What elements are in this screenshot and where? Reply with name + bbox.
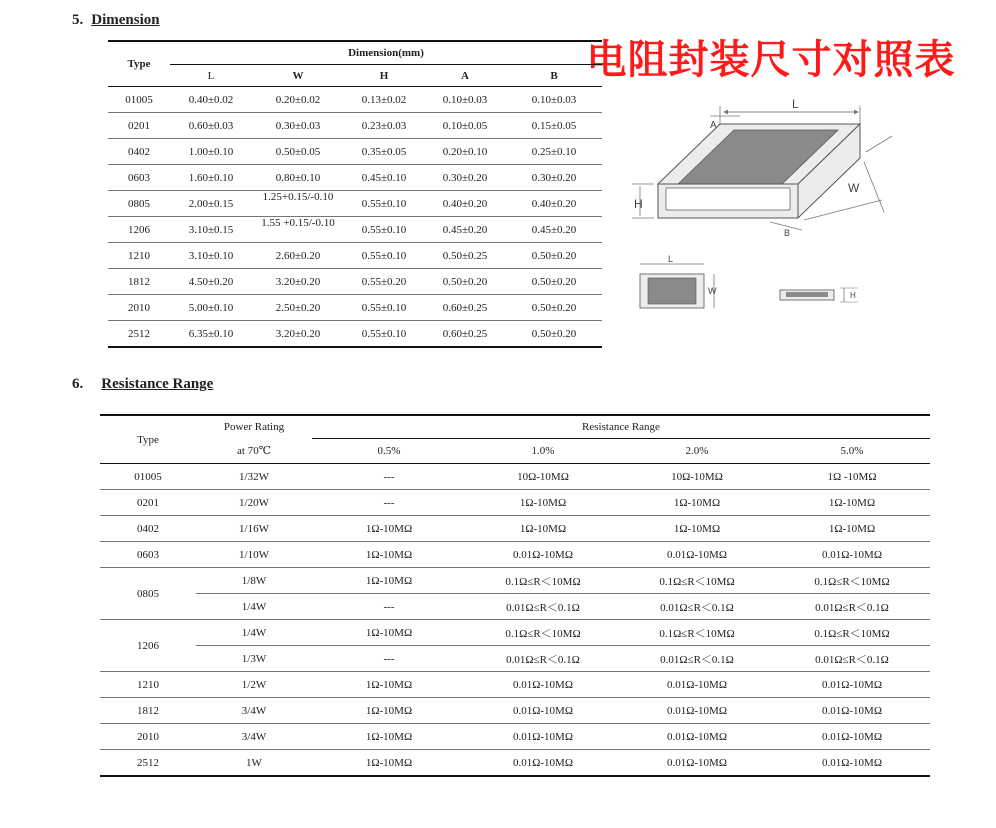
res-cell-r20: 0.01Ω-10MΩ [620,724,774,750]
res-cell-type: 1210 [100,672,196,698]
dim-cell-H: 0.13±0.02 [344,87,424,113]
res-cell-r50: 0.1Ω≤R＜10MΩ [774,568,930,594]
res-cell-r05: --- [312,594,466,620]
res-cell-r20: 0.01Ω≤R＜0.1Ω [620,594,774,620]
table-row [108,139,602,165]
res-cell-r50: 0.1Ω≤R＜10MΩ [774,620,930,646]
res-cell-type: 2512 [100,750,196,777]
dim-cell-A: 0.50±0.25 [424,243,506,269]
table-row [100,464,930,490]
dim-cell-B: 0.25±0.10 [506,139,602,165]
res-power-header-2: at 70℃ [237,445,271,458]
diagram-label-B: B [784,228,791,238]
table-row [100,568,930,594]
res-cell-r05: 1Ω-10MΩ [312,724,466,750]
res-cell-r05: --- [312,464,466,490]
dim-cell-A: 0.45±0.20 [424,217,506,243]
dim-cell-H: 0.55±0.10 [344,295,424,321]
res-cell-power: 1/10W [196,542,312,568]
dim-cell-W: 1.25+0.15/-0.10 [252,191,344,217]
res-cell-power: 3/4W [196,698,312,724]
res-cell-r50: 1Ω -10MΩ [774,464,930,490]
table-row [100,750,930,777]
table-row [108,269,602,295]
res-cell-r10: 10Ω-10MΩ [466,464,620,490]
dim-cell-type: 2010 [108,295,170,321]
dim-cell-A: 0.50±0.20 [424,269,506,295]
table-row [108,295,602,321]
dim-cell-L: 1.00±0.10 [170,139,252,165]
dim-cell-type: 0402 [108,139,170,165]
dim-cell-H: 0.35±0.05 [344,139,424,165]
dim-cell-A: 0.40±0.20 [424,191,506,217]
res-cell-r05: 1Ω-10MΩ [312,568,466,594]
dim-cell-H: 0.55±0.10 [344,243,424,269]
res-cell-r20: 1Ω-10MΩ [620,516,774,542]
svg-text:L: L [668,254,674,264]
section-6-title: Resistance Range [101,376,214,392]
section-6-number: 6. [72,376,84,392]
res-tol-20: 2.0% [685,445,709,457]
res-cell-power: 3/4W [196,724,312,750]
res-cell-r10: 0.01Ω-10MΩ [466,724,620,750]
dim-cell-L: 4.50±0.20 [170,269,252,295]
res-cell-type: 0603 [100,542,196,568]
table-row [108,113,602,139]
res-cell-r20: 0.01Ω-10MΩ [620,698,774,724]
section-6-heading [72,376,213,393]
dim-cell-H: 0.55±0.10 [344,321,424,348]
res-cell-r10: 0.01Ω-10MΩ [466,542,620,568]
dim-col-L: L [207,69,215,82]
dim-cell-L: 0.60±0.03 [170,113,252,139]
table-row [100,542,930,568]
res-cell-power: 1/8W [196,568,312,594]
dim-cell-B: 0.30±0.20 [506,165,602,191]
res-cell-r05: 1Ω-10MΩ [312,672,466,698]
table-row [100,724,930,750]
res-cell-power: 1W [196,750,312,777]
table-row [100,646,930,672]
dim-cell-A: 0.30±0.20 [424,165,506,191]
dim-cell-B: 0.15±0.05 [506,113,602,139]
res-cell-r20: 0.01Ω≤R＜0.1Ω [620,646,774,672]
dim-cell-A: 0.10±0.03 [424,87,506,113]
res-cell-r50: 1Ω-10MΩ [774,516,930,542]
res-cell-type: 0402 [100,516,196,542]
res-cell-r20: 0.01Ω-10MΩ [620,672,774,698]
section-5-title: Dimension [91,12,160,28]
res-type-header: Type [137,433,159,446]
res-cell-type: 2010 [100,724,196,750]
res-cell-r10: 0.01Ω≤R＜0.1Ω [466,594,620,620]
dim-col-W: W [292,69,304,82]
res-cell-r20: 0.1Ω≤R＜10MΩ [620,568,774,594]
dim-cell-W: 3.20±0.20 [252,269,344,295]
dim-cell-type: 1210 [108,243,170,269]
res-cell-r50: 0.01Ω-10MΩ [774,750,930,777]
table-row [108,217,602,243]
table-row [108,165,602,191]
dim-cell-H: 0.55±0.20 [344,269,424,295]
table-row [100,490,930,516]
res-cell-power: 1/3W [196,646,312,672]
res-cell-r50: 1Ω-10MΩ [774,490,930,516]
dim-cell-B: 0.45±0.20 [506,217,602,243]
dim-cell-L: 0.40±0.02 [170,87,252,113]
diagram-label-H: H [634,197,643,211]
res-cell-r20: 10Ω-10MΩ [620,464,774,490]
dim-cell-A: 0.60±0.25 [424,295,506,321]
dim-cell-W: 3.20±0.20 [252,321,344,348]
table-row [108,321,602,348]
res-cell-r50: 0.01Ω≤R＜0.1Ω [774,594,930,620]
section-5-heading [72,12,160,29]
dim-cell-L: 1.60±0.10 [170,165,252,191]
chip-top-view [640,254,717,308]
dim-cell-B: 0.10±0.03 [506,87,602,113]
dim-cell-type: 0603 [108,165,170,191]
dim-cell-H: 0.45±0.10 [344,165,424,191]
res-cell-r20: 0.01Ω-10MΩ [620,542,774,568]
table-row [108,191,602,217]
res-cell-r05: 1Ω-10MΩ [312,698,466,724]
res-cell-r10: 0.1Ω≤R＜10MΩ [466,568,620,594]
res-cell-r50: 0.01Ω-10MΩ [774,542,930,568]
res-cell-r50: 0.01Ω-10MΩ [774,724,930,750]
dim-cell-W: 0.30±0.03 [252,113,344,139]
dim-cell-H: 0.55±0.10 [344,191,424,217]
res-cell-type: 1812 [100,698,196,724]
dim-cell-W: 0.80±0.10 [252,165,344,191]
chinese-title-banner: 电阻封装尺寸对照表 [553,36,989,84]
diagram-label-A: A [710,120,717,131]
res-range-header: Resistance Range [312,416,930,439]
res-cell-r05: --- [312,490,466,516]
svg-text:W: W [708,286,717,296]
res-cell-r10: 1Ω-10MΩ [466,516,620,542]
dimension-table [108,40,602,348]
res-cell-power: 1/32W [196,464,312,490]
svg-text:H: H [850,291,856,300]
res-cell-r10: 1Ω-10MΩ [466,490,620,516]
res-cell-r05: 1Ω-10MΩ [312,750,466,777]
dim-cell-A: 0.60±0.25 [424,321,506,348]
chip-side-view [780,288,858,302]
dim-cell-type: 2512 [108,321,170,348]
res-power-header-1: Power Rating [223,421,285,434]
dim-cell-H: 0.23±0.03 [344,113,424,139]
res-tol-10: 1.0% [531,445,555,457]
res-cell-r10: 0.01Ω-10MΩ [466,750,620,777]
res-cell-type: 01005 [100,464,196,490]
dim-cell-B: 0.50±0.20 [506,269,602,295]
res-cell-power: 1/4W [196,620,312,646]
table-row [100,516,930,542]
res-cell-power: 1/16W [196,516,312,542]
dim-cell-L: 5.00±0.10 [170,295,252,321]
dim-cell-type: 0805 [108,191,170,217]
res-cell-power: 1/2W [196,672,312,698]
res-cell-r20: 0.1Ω≤R＜10MΩ [620,620,774,646]
dim-cell-W: 1.55 +0.15/-0.10 [252,217,344,243]
dim-cell-B: 0.50±0.20 [506,295,602,321]
res-cell-r05: --- [312,646,466,672]
dim-cell-W: 2.50±0.20 [252,295,344,321]
diagram-label-L: L [792,97,799,111]
table-row [100,594,930,620]
dim-cell-type: 1206 [108,217,170,243]
res-cell-r20: 1Ω-10MΩ [620,490,774,516]
diagram-label-W: W [848,181,860,195]
dim-col-A: A [461,69,469,82]
res-cell-r20: 0.01Ω-10MΩ [620,750,774,777]
res-tol-50: 5.0% [840,445,864,457]
res-cell-r05: 1Ω-10MΩ [312,620,466,646]
table-row [108,87,602,113]
chip-3d-view [632,97,892,238]
table-row [100,672,930,698]
dim-cell-type: 01005 [108,87,170,113]
res-cell-r05: 1Ω-10MΩ [312,516,466,542]
dim-cell-type: 1812 [108,269,170,295]
dim-cell-A: 0.20±0.10 [424,139,506,165]
res-cell-type: 0201 [100,490,196,516]
table-row [108,243,602,269]
dim-cell-L: 2.00±0.15 [170,191,252,217]
dim-cell-L: 3.10±0.15 [170,217,252,243]
dim-cell-B: 0.40±0.20 [506,191,602,217]
res-cell-r50: 0.01Ω-10MΩ [774,672,930,698]
table-row [100,698,930,724]
dim-cell-W: 0.50±0.05 [252,139,344,165]
dim-cell-W: 2.60±0.20 [252,243,344,269]
table-row [100,620,930,646]
dim-col-B: B [550,69,558,82]
res-cell-power: 1/4W [196,594,312,620]
res-cell-r50: 0.01Ω≤R＜0.1Ω [774,646,930,672]
res-cell-type: 1206 [100,620,196,672]
res-cell-r10: 0.1Ω≤R＜10MΩ [466,620,620,646]
resistance-range-table [100,414,930,777]
res-cell-r10: 0.01Ω≤R＜0.1Ω [466,646,620,672]
res-cell-r10: 0.01Ω-10MΩ [466,672,620,698]
res-tol-05: 0.5% [377,445,401,457]
dim-type-header: Type [127,58,151,70]
dim-cell-A: 0.10±0.05 [424,113,506,139]
res-cell-r50: 0.01Ω-10MΩ [774,698,930,724]
dim-cell-B: 0.50±0.20 [506,321,602,348]
section-5-number: 5. [72,12,84,28]
resistor-dimension-diagram [622,92,982,322]
dim-cell-W: 0.20±0.02 [252,87,344,113]
res-cell-r10: 0.01Ω-10MΩ [466,698,620,724]
dim-group-header: Dimension(mm) [170,42,602,65]
dim-cell-L: 3.10±0.10 [170,243,252,269]
res-cell-type: 0805 [100,568,196,620]
dim-col-H: H [379,69,389,82]
dim-cell-B: 0.50±0.20 [506,243,602,269]
dim-cell-L: 6.35±0.10 [170,321,252,348]
dim-cell-type: 0201 [108,113,170,139]
res-cell-r05: 1Ω-10MΩ [312,542,466,568]
dim-cell-H: 0.55±0.10 [344,217,424,243]
res-cell-power: 1/20W [196,490,312,516]
